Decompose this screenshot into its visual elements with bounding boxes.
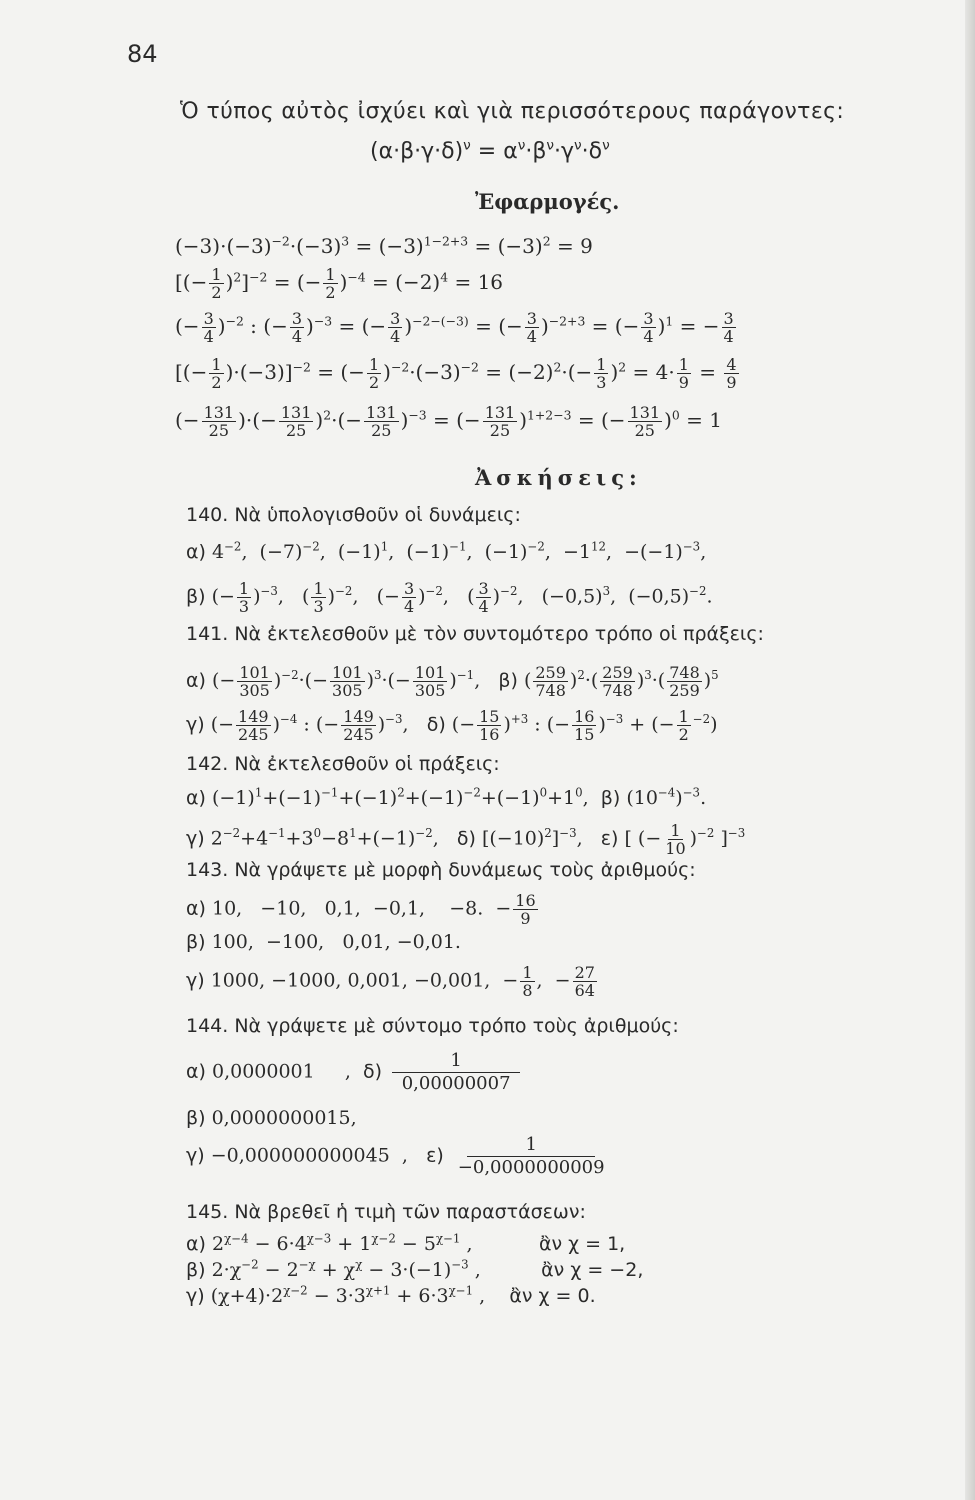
- exercise-142-a: α) $(-1)^1+(-1)^{-1}+(-1)^2+(-1)^{-2}+(-1)^0+1^0$, β) $(10^{-4})^{-3}$.: [186, 785, 707, 809]
- exercise-143-b: β) 100, −100, 0,01, −0,01.: [186, 931, 461, 953]
- exercise-145-a: α) $2^{\chi-4} - 6\cdot 4^{\chi-3} + 1^{\chi-2} - 5^{\chi-1}$ , ἂν χ = 1,: [186, 1231, 626, 1255]
- exercise-144-a: α) 0,0000001 , δ) $\frac{1}{0,00000007}$: [186, 1050, 524, 1095]
- page-number: 84: [127, 40, 158, 68]
- exercise-140-b: β) (− $\frac{1}{3}$ )$^{-3}$, ( $\frac{1}{3}$ )$^{-2}$, (− $\frac{3}{4}$ )$^{-2}$, ( $\frac{3}{4}$ )$^{-2}$, $(-0,5)^3$, $(-0,5)^{-2}$.: [186, 579, 713, 616]
- exercise-144-c: γ) −0,000000000045 , ε) $\frac{1}{-0,0000000009}$: [186, 1134, 605, 1178]
- exercise-141-c: γ) (− $\frac{149}{245}$ )$^{-4}$ : (− $\frac{149}{245}$ )$^{-3}$, δ) (− $\frac{15}{16}$ )$^{+3}$ : (− $\frac{16}{15}$ )$^{-3}$ + (− $\frac{1}{2}$ $^{-2}$): [186, 707, 718, 744]
- exercise-145-c: γ) $(\chi+4)\cdot 2^{\chi-2} - 3\cdot 3^{\chi+1} + 6\cdot 3^{\chi-1}$ , ἂν χ = 0.: [186, 1283, 596, 1307]
- exercise-140-a: α) $4^{-2}$, $(-7)^{-2}$, $(-1)^1$, $(-1)^{-1}$, $(-1)^{-2}$, $-1^{12}$, $-(-1)^{-3}$,: [186, 539, 707, 563]
- exercise-143-a: α) 10, −10, 0,1, −0,1, −8. − $\frac{16}{9}$: [186, 891, 536, 928]
- exercise-143-c: γ) 1000, −1000, 0,001, −0,001, − $\frac{1}{8}$ , − $\frac{27}{64}$: [186, 963, 595, 1000]
- power-product-formula: $(\alpha\cdot\beta\cdot\gamma\cdot\delta)^\nu = \alpha^\nu\cdot\beta^\nu\cdot\gamma^\nu\cdot\delta^\nu$: [370, 137, 610, 164]
- exercise-141-a: α) (− $\frac{101}{305}$ )$^{-2}$·(− $\frac{101}{305}$ )$^3$·(− $\frac{101}{305}$ )$^{-1}$, β) ( $\frac{259}{748}$ )$^2$·( $\frac{259}{748}$ )$^3$·( $\frac{748}{259}$ )$^5$: [186, 663, 719, 700]
- exercise-145-b: β) $2\cdot\chi^{-2} - 2^{-\chi} + \chi^\chi - 3\cdot(-1)^{-3}$ , ἂν χ = −2,: [186, 1257, 644, 1281]
- exercise-142-title: 142. Νὰ ἐκτελεσθοῦν οἱ πράξεις:: [186, 753, 500, 775]
- exercise-144-title: 144. Νὰ γράψετε μὲ σύντομο τρόπο τοὺς ἀριθμούς:: [186, 1015, 679, 1037]
- exercise-143-title: 143. Νὰ γράψετε μὲ μορφὴ δυνάμεως τοὺς ἀριθμούς:: [186, 859, 696, 881]
- application-2: [(− $\frac{1}{2}$ )$^2$]$^{-2}$ = (− $\frac{1}{2}$ )$^{-4} = (-2)^4 = 16$: [175, 265, 504, 302]
- page-edge-shadow: [965, 0, 975, 1500]
- exercise-140-title: 140. Νὰ ὑπολογισθοῦν οἱ δυνάμεις:: [186, 504, 521, 526]
- intro-text: Ὁ τύπος αὐτὸς ἰσχύει καὶ γιὰ περισσότερους παράγοντες:: [180, 99, 845, 124]
- applications-title: Ἐφαρμογές.: [475, 189, 620, 214]
- application-4: [(− $\frac{1}{2}$ )·(−3)]$^{-2}$ = (− $\frac{1}{2}$ )$^{-2}\cdot(-3)^{-2} = (-2)^2\cdot(-$ $\frac{1}{3}$ )$^2$ = 4· $\frac{1}{9}$ = $\frac{4}{9}$: [175, 355, 737, 392]
- application-5: (− $\frac{131}{25}$ )·(− $\frac{131}{25}$ )$^2$·(− $\frac{131}{25}$ )$^{-3}$ = (− $\frac{131}{25}$ )$^{1+2-3}$ = (− $\frac{131}{25}$ )$^0$ = 1: [175, 403, 722, 440]
- application-1: $(-3)\cdot(-3)^{-2}\cdot(-3)^3 = (-3)^{1-2+3} = (-3)^2 = 9$: [175, 233, 593, 258]
- exercise-142-c: γ) $2^{-2}+4^{-1}+3^0-8^1+(-1)^{-2}$, δ) $[(-10)^2]^{-3}$, ε) [ (− $\frac{1}{10}$ )$^{-2}$ ]$^{-3}$: [186, 821, 746, 858]
- exercise-141-title: 141. Νὰ ἐκτελεσθοῦν μὲ τὸν συντομότερο τρόπο οἱ πράξεις:: [186, 623, 764, 645]
- application-3: (− $\frac{3}{4}$ )$^{-2}$ : (− $\frac{3}{4}$ )$^{-3}$ = (− $\frac{3}{4}$ )$^{-2-(-3)}$ = (− $\frac{3}{4}$ )$^{-2+3}$ = (− $\frac{3}{4}$ )$^1$ = − $\frac{3}{4}$: [175, 309, 734, 346]
- exercise-144-b: β) 0,0000000015,: [186, 1107, 357, 1129]
- exercise-145-title: 145. Νὰ βρεθεῖ ἡ τιμὴ τῶν παραστάσεων:: [186, 1201, 586, 1223]
- exercises-title: Ἀσκήσεις:: [475, 465, 642, 490]
